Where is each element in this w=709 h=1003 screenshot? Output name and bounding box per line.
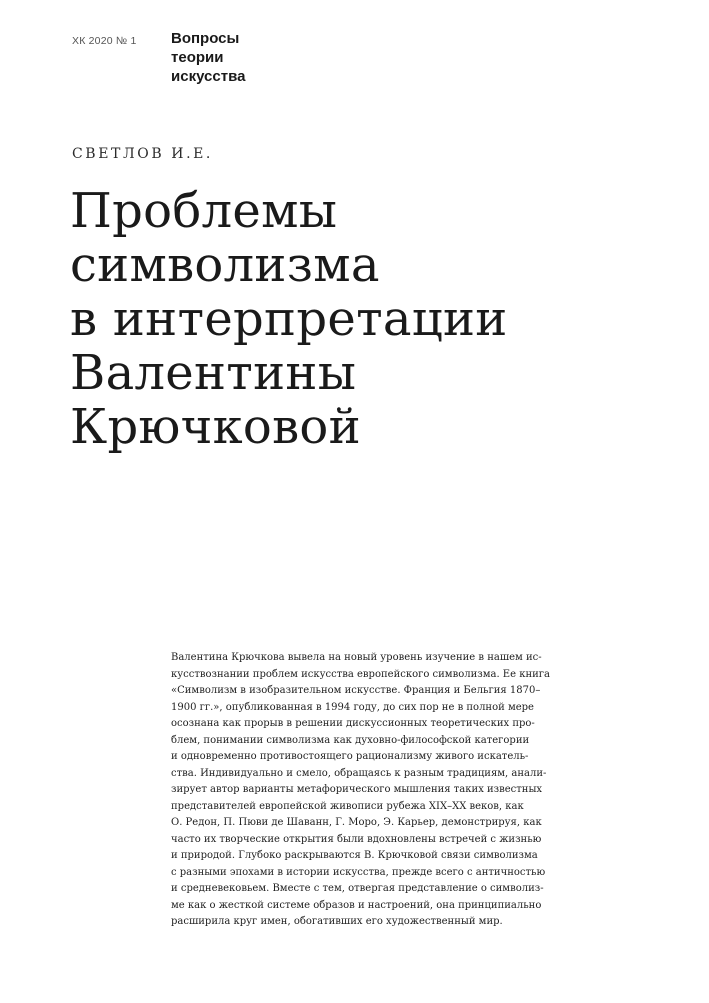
abstract-line: ме как о жесткой системе образов и настроений, она принципиально	[171, 899, 542, 911]
title-line: Крючковой	[70, 399, 361, 455]
abstract-line: и природой. Глубоко раскрываются В. Крючковой связи символизма	[171, 850, 538, 861]
abstract-line: 1900 гг.», опубликованная в 1994 году, до сих пор не в полной мере	[171, 701, 534, 713]
abstract-line: осознана как прорыв в решении дискуссионных теоретических про-	[171, 718, 535, 729]
abstract-line: О. Редон, П. Пюви де Шаванн, Г. Моро, Э. Карьер, демонстрируя, как	[171, 817, 542, 828]
journal-title-line: искусства	[171, 68, 246, 85]
abstract-line: блем, понимании символизма как духовно-философской категории	[171, 734, 530, 746]
title-line: символизма	[70, 237, 380, 293]
journal-title-line: теории	[171, 49, 224, 66]
abstract-line: с разными эпохами в истории искусства, прежде всего с античностью	[171, 866, 546, 878]
abstract-line: ства. Индивидуально и смело, обращаясь к разным традициям, анали-	[171, 767, 547, 779]
title-line: в интерпретации	[70, 291, 508, 347]
article-title	[70, 184, 508, 454]
abstract-line: «Символизм в изобразительном искусстве. Франция и Бельгия 1870–	[171, 685, 541, 696]
abstract-line: зирует автор варианты метафорического мышления таких известных	[171, 784, 543, 795]
abstract-line: часто их творческие открытия были вдохновлены встречей с жизнью	[171, 833, 542, 845]
abstract-line: и одновременно противостоящего рационализму живого искатель-	[171, 751, 529, 762]
abstract	[171, 650, 571, 931]
abstract-line: расширила круг имен, обогативших его художественный мир.	[171, 916, 503, 927]
journal-title-line: Вопросы	[171, 30, 240, 47]
title-line: Проблемы	[70, 183, 338, 239]
abstract-line: и средневековьем. Вместе с тем, отвергая представление о символиз-	[171, 883, 544, 894]
abstract-line: Валентина Крючкова вывела на новый уровень изучение в нашем ис-	[171, 652, 542, 663]
title-line: Валентины	[70, 345, 357, 401]
abstract-line: кусствознании проблем искусства европейского символизма. Ее книга	[171, 668, 550, 680]
issue-label: ХК 2020 № 1	[72, 35, 137, 47]
journal-title	[171, 29, 245, 86]
author-name: СВЕТЛОВ И.Е.	[72, 146, 213, 162]
abstract-line: представителей европейской живописи рубежа XIX–XX веков, как	[171, 800, 524, 812]
